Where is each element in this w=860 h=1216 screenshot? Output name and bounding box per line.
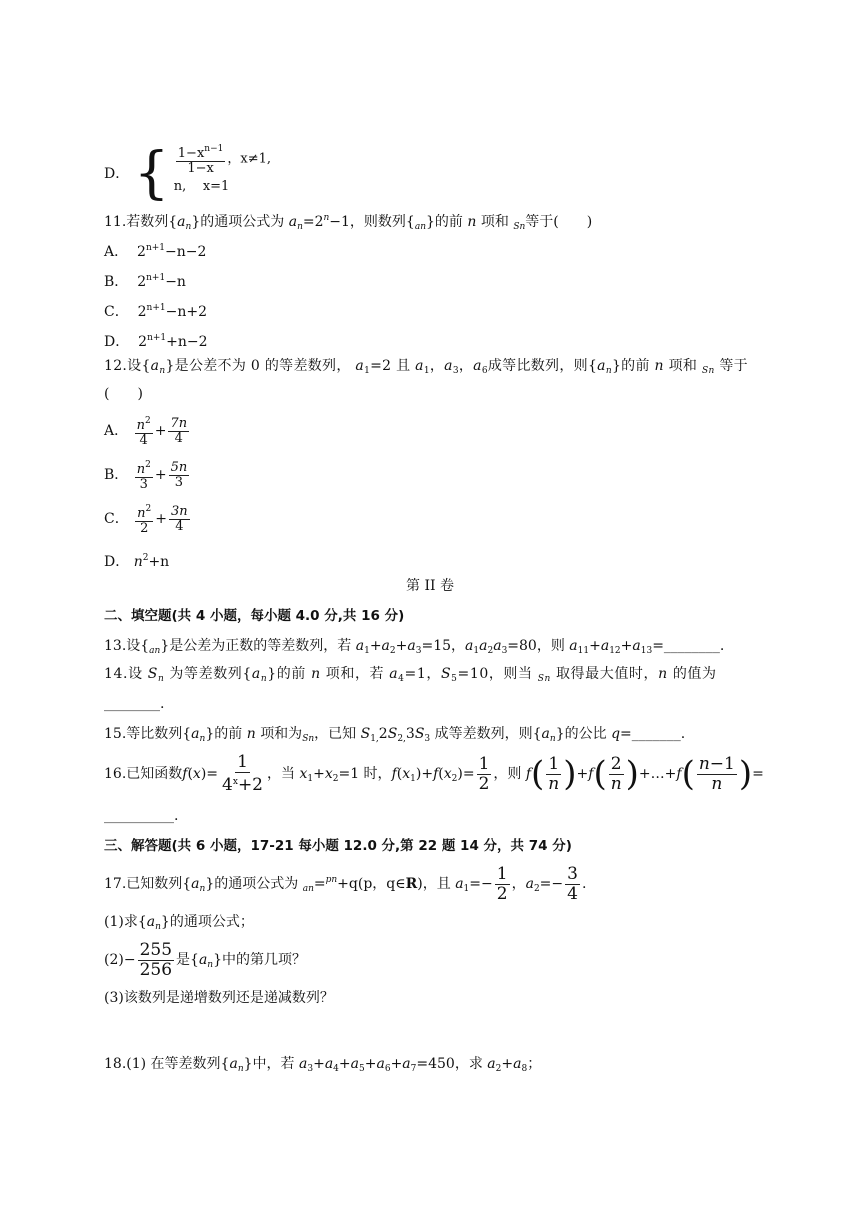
q14: 14.设 $S_n$ 为等差数列$\{a_n\}$的前 n 项和，若 $a_4=1$，$S_5=10$，则当 $_{Sn}$ 取得最大值时，n 的值为: [104, 666, 717, 684]
q17-part3: (3)该数列是递增数列还是递减数列？: [104, 990, 334, 1006]
section2-heading: 二、填空题(共 4 小题，每小题 4.0 分,共 16 分): [104, 608, 405, 624]
q12-option-a: A． $\frac{n^2}{4}$ + $\frac{7n}{4}$: [104, 415, 188, 448]
q15: 15.等比数列$\{a_n\}$的前 n 项和为$_{Sn}$，已知 $S_{1,}2S_{2,}3S_3$ 成等差数列，则$\{a_n\}$的公比 q=_______.: [104, 726, 686, 744]
left-brace: {: [133, 141, 170, 206]
section3-heading: 三、解答题(共 6 小题，17-21 每小题 12.0 分,第 22 题 14 分，共 74 分): [104, 838, 572, 854]
q10-option-d-label: D．: [104, 166, 130, 182]
q18: 18.(1) 在等差数列$\{a_n\}$中，若 $a_3+a_4+a_5+a_6+a_7=450$，求 $a_2+a_8$；: [104, 1056, 542, 1074]
q11-option-b: B． $2^{n+1}-n$: [104, 273, 186, 290]
q12-paren: ( ): [104, 386, 143, 402]
section2-title: 第 II 卷: [406, 578, 454, 594]
q17-part1: (1)求$\{a_n\}$的通项公式；: [104, 914, 254, 932]
q14-blank: ________.: [104, 696, 165, 712]
q11-option-d: D． $2^{n+1}+n-2$: [104, 333, 208, 350]
q17-stem: 17.已知数列$\{a_n\}$的通项公式为 $_{an}$=$^{pn}$+q(p，q∈R)，且 $a_1=-$ $\frac{1}{2}$ ，$a_2=-$ $\frac{3}{4}$ .: [104, 863, 587, 904]
q10-option-d: D． { $\frac{1-x^{n-1}}{1-x}$ ，x≠1, n, x=1: [104, 141, 271, 206]
q11-option-a: A． $2^{n+1}-n-2$: [104, 243, 207, 260]
q10-case1-fraction: $\frac{1-x^{n-1}}{1-x}$: [177, 144, 224, 176]
q12-option-d: D． $n^2+n$: [104, 553, 170, 570]
q16: 16.已知函数f(x)= $\frac{1}{4^x+2}$ ，当 $x_1+x_2=1$ 时，$f(x_1)+f(x_2)=$ $\frac{1}{2}$ ，则 f( $\frac{1}{n}$ )+f( $\frac{2}{n}$ )+…+f( $\frac{n-1}{n}$ )=: [104, 752, 764, 795]
q11-option-c: C． $2^{n+1}-n+2$: [104, 303, 208, 320]
q17-part2: (2)− $\frac{255}{256}$ 是$\{a_n\}$中的第几项？: [104, 939, 307, 980]
q12-stem: 12.设$\{a_n\}$是公差不为 0 的等差数列， $a_1=2$ 且 $a_1$，$a_3$，$a_6$成等比数列，则$\{a_n\}$的前 n 项和 $_{Sn}$ 等于: [104, 358, 748, 376]
q12-option-c: C． $\frac{n^2}{2}$ + $\frac{3n}{4}$: [104, 503, 188, 536]
q13: 13.设$\{_{an}\}$是公差为正数的等差数列，若 $a_1+a_2+a_3=15$，$a_1a_2a_3=80$，则 $a_{11}+a_{12}+a_{13}=\_\_\_\_\_\_\_\_$.: [104, 638, 725, 656]
q11-stem: 11.若数列$\{a_n\}$的通项公式为 $a_n=2^n-1$，则数列$\{_{an}\}$的前 n 项和 $_{Sn}$等于( ): [104, 213, 593, 232]
q16-blank: __________.: [104, 808, 179, 824]
q16-function-fraction: $\frac{1}{4^x+2}$: [222, 752, 263, 795]
q12-option-b: B． $\frac{n^2}{3}$ + $\frac{5n}{3}$: [104, 459, 188, 492]
